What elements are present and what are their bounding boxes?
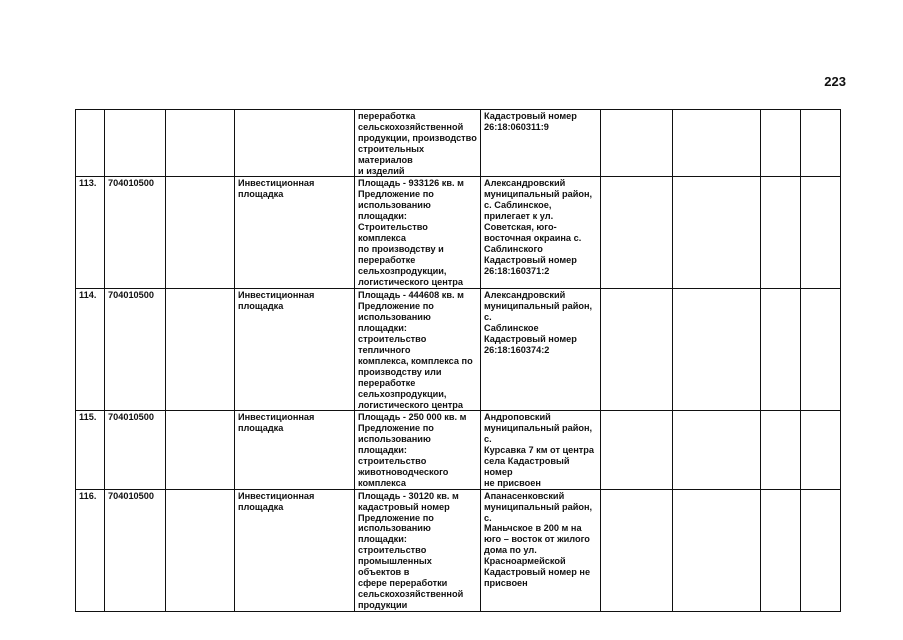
cell-location: Александровский муниципальный район, с. Саблинское, прилегает к ул. Советская, юго- восточная окраина с. Саблинского Кадастровый номер 26:18:160371:2 (481, 177, 601, 289)
cell-location: Кадастровый номер 26:18:060311:9 (481, 110, 601, 177)
cell-number: 114. (76, 289, 105, 411)
cell-empty (166, 411, 235, 489)
table-row (76, 289, 841, 411)
cell-empty (166, 489, 235, 611)
cell-empty (166, 177, 235, 289)
cell-empty (601, 110, 673, 177)
cell-description: Площадь - 933126 кв. м Предложение по использованию площадки: Строительство комплекса по производству и переработке сельхозпродукции, логистического центра (355, 177, 481, 289)
cell-empty (601, 289, 673, 411)
cell-empty (801, 411, 841, 489)
cell-description: Площадь - 30120 кв. м кадастровый номер Предложение по использованию площадки: строительство промышленных объектов в сфере переработки сельскохозяйственной продукции (355, 489, 481, 611)
page-number: 223 (824, 74, 846, 89)
cell-description: Площадь - 250 000 кв. м Предложение по использованию площадки: строительство животноводческого комплекса (355, 411, 481, 489)
cell-empty (761, 177, 801, 289)
table-row (76, 411, 841, 489)
table-row (76, 177, 841, 289)
cell-code: 704010500 (105, 177, 166, 289)
cell-empty (166, 110, 235, 177)
cell-empty (601, 177, 673, 289)
cell-number: 115. (76, 411, 105, 489)
cell-type: Инвестиционная площадка (235, 411, 355, 489)
cell-empty (761, 489, 801, 611)
cell-empty (673, 489, 761, 611)
cell-code: 704010500 (105, 489, 166, 611)
cell-code: 704010500 (105, 289, 166, 411)
cell-type (235, 110, 355, 177)
cell-empty (801, 110, 841, 177)
cell-empty (761, 110, 801, 177)
cell-type: Инвестиционная площадка (235, 489, 355, 611)
cell-code: 704010500 (105, 411, 166, 489)
cell-empty (761, 411, 801, 489)
cell-empty (761, 289, 801, 411)
cell-type: Инвестиционная площадка (235, 177, 355, 289)
cell-type: Инвестиционная площадка (235, 289, 355, 411)
cell-empty (601, 411, 673, 489)
cell-empty (673, 411, 761, 489)
cell-code (105, 110, 166, 177)
cell-location: Александровский муниципальный район, с. Саблинское Кадастровый номер 26:18:160374:2 (481, 289, 601, 411)
cell-empty (801, 289, 841, 411)
cell-empty (673, 177, 761, 289)
cell-location: Апанасенковский муниципальный район, с. Маньчское в 200 м на юго – восток от жилого дома по ул. Красноармейской Кадастровый номер не присвоен (481, 489, 601, 611)
registry-table (75, 109, 841, 612)
cell-description: переработка сельскохозяйственной продукции, производство строительных материалов и изделий (355, 110, 481, 177)
table-row (76, 110, 841, 177)
cell-description: Площадь - 444608 кв. м Предложение по использованию площадки: строительство тепличного комплекса, комплекса по производству или переработке сельхозпродукции, логистического центра (355, 289, 481, 411)
cell-empty (673, 110, 761, 177)
cell-location: Андроповский муниципальный район, с. Курсавка 7 км от центра села Кадастровый номер не присвоен (481, 411, 601, 489)
cell-empty (166, 289, 235, 411)
cell-empty (673, 289, 761, 411)
cell-number: 113. (76, 177, 105, 289)
cell-number (76, 110, 105, 177)
table-row (76, 489, 841, 611)
cell-number: 116. (76, 489, 105, 611)
cell-empty (801, 177, 841, 289)
cell-empty (601, 489, 673, 611)
cell-empty (801, 489, 841, 611)
